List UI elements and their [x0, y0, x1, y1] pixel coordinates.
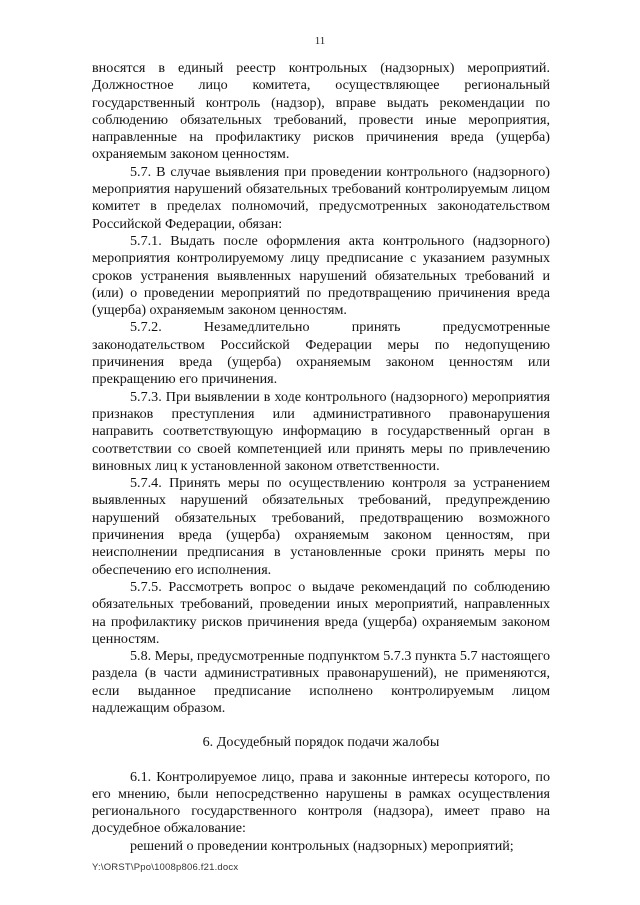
section-heading: 6. Досудебный порядок подачи жалобы: [202, 734, 440, 751]
paragraph-5-7-5: 5.7.5. Рассмотреть вопрос о выдаче рекомендаций по соблюдению обязательных требований, проведении иных мероприятий, направленных на профилактику рисков причинения вреда (ущерба) охраняемым законом ценностям.: [92, 578, 550, 647]
document-body: [92, 60, 550, 855]
page-number: 11: [314, 35, 326, 47]
paragraph-list-item: решений о проведении контрольных (надзорных) мероприятий;: [130, 837, 514, 854]
paragraph-5-8: 5.8. Меры, предусмотренные подпунктом 5.7.3 пункта 5.7 настоящего раздела (в части административных правонарушений), не применяются, если выданное предписание исполнено контролируемым лицом надлежащим образом.: [92, 648, 550, 716]
file-path-footer: Y:\ORST\Ppo\1008p806.f21.docx: [92, 862, 239, 873]
paragraph-6-1: 6.1. Контролируемое лицо, права и законные интересы которого, по его мнению, были непосредственно нарушены в рамках осуществления регионального государственного контроля (надзора), имеет право на досудебное обжалование:: [92, 768, 550, 837]
paragraph-5-7-4: 5.7.4. Принять меры по осуществлению контроля за устранением выявленных нарушений обязательных требований, предупреждению нарушений обязательных требований, предотвращению возможного причинения вреда (ущерба) охраняемым законом ценностям, при неисполнении предписания в установленные сроки принять меры по обеспечению его исполнения.: [92, 475, 550, 578]
paragraph-5-7-2: 5.7.2. Незамедлительно принять предусмотренные законодательством Российской Федерации меры по недопущению причинения вреда (ущерба) охраняемым законом ценностям или прекращению его причинения.: [92, 319, 550, 388]
paragraph-5-7-1: 5.7.1. Выдать после оформления акта контрольного (надзорного) мероприятия контролируемому лицу предписание с указанием разумных сроков устранения выявленных нарушений обязательных требований и (или) о проведении мероприятий по предотвращению причинения вреда (ущерба) охраняемым законом ценностям.: [92, 232, 550, 319]
paragraph-5-7-3: 5.7.3. При выявлении в ходе контрольного (надзорного) мероприятия признаков преступления или административного правонарушения направить соответствующую информацию в государственный орган в соответствии со своей компетенцией или принять меры по привлечению виновных лиц к установленной законом ответственности.: [92, 388, 550, 474]
paragraph-continuation: вносятся в единый реестр контрольных (надзорных) мероприятий. Должностное лицо комитета, осуществляющее региональный государственный контроль (надзор), вправе выдать рекомендации по соблюдению обязательных требований, провести иные мероприятия, направленные на профилактику рисков причинения вреда (ущерба) охраняемым законом ценностям.: [92, 60, 550, 163]
paragraph-5-7: 5.7. В случае выявления при проведении контрольного (надзорного) мероприятия нарушений обязательных требований контролируемым лицом комитет в пределах полномочий, предусмотренных законодательством Российской Федерации, обязан:: [92, 163, 550, 232]
